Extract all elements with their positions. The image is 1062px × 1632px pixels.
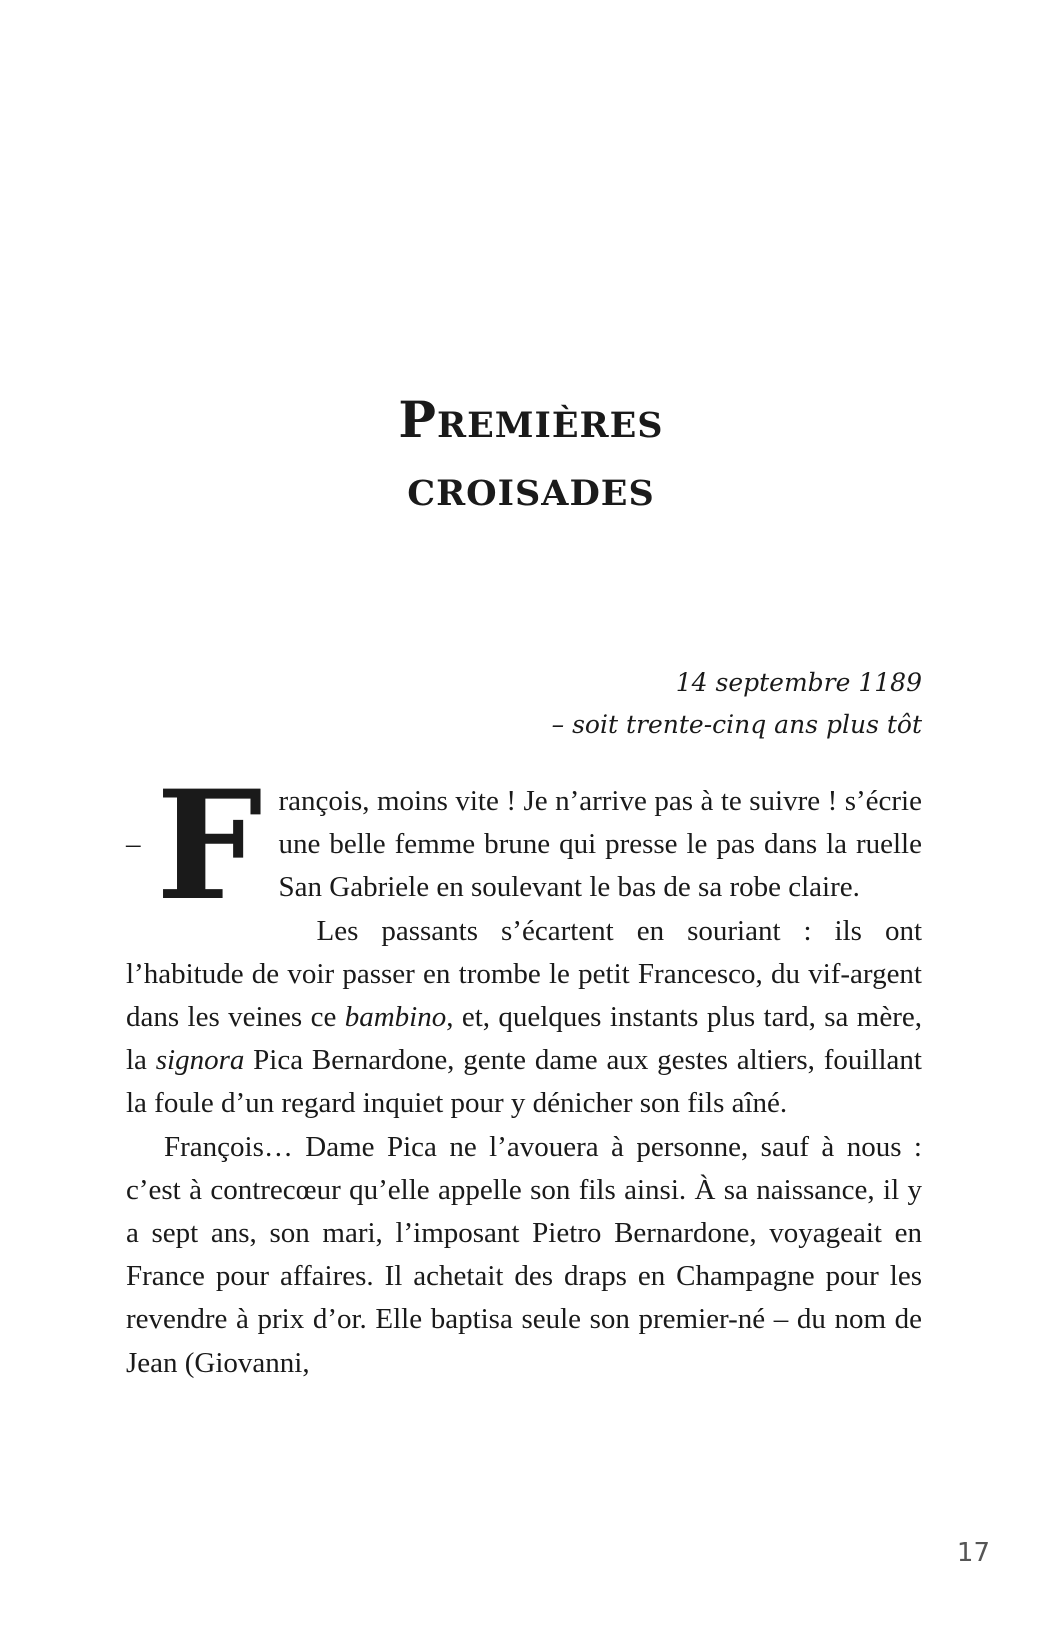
- paragraph-2-italic-2: signora: [155, 1044, 245, 1077]
- paragraph-2-part-3: Pica Bernardone, gente dame aux gestes altiers, fouillant la foule d’un regard inquiet pour y dénicher son fils aîné.: [126, 1044, 922, 1120]
- paragraph-3-text: François… Dame Pica ne l’avouera à personne, sauf à nous : c’est à contrecœur qu’elle appelle son fils ainsi. À sa naissance, il y a sept ans, son mari, l’imposant Pietro Bernardone, voyageait en France pour affaires. Il achetait des draps en Champagne pour les revendre à prix d’or. Elle baptisa seule son premier-né – du nom de Jean (Giovanni,: [126, 1130, 922, 1379]
- epigraph-note: – soit trente-cinq ans plus tôt: [551, 710, 922, 739]
- paragraph-1-text: rançois, moins vite ! Je n’arrive pas à te suivre ! s’écrie une belle femme brune qui presse le pas dans la ruelle San Gabriele en soulevant le bas de sa robe claire.: [278, 785, 922, 904]
- chapter-title-line-1: Premières: [398, 389, 664, 449]
- chapter-title-line-2: croisades: [407, 457, 655, 517]
- chapter-title: [0, 386, 1062, 522]
- epigraph: [322, 662, 922, 746]
- paragraph-1: [126, 758, 922, 934]
- paragraph-2-italic-1: bambino: [344, 1001, 447, 1034]
- paragraph-2-part-2: , et, quelques instants plus tard, sa mère, la: [126, 1001, 922, 1077]
- page-number: 17: [956, 1538, 990, 1568]
- paragraph-2: [126, 910, 922, 1126]
- epigraph-date: 14 septembre 1189: [675, 668, 922, 697]
- drop-cap: F: [156, 758, 263, 934]
- paragraph-3: [126, 1126, 922, 1385]
- dialogue-dash: –: [126, 828, 141, 860]
- paragraph-2-part-1: Les passants s’écartent en souriant : ils ont l’habitude de voir passer en trombe le petit Francesco, du vif-argent dans les veines ce: [126, 914, 922, 1034]
- body-text: [126, 758, 922, 1385]
